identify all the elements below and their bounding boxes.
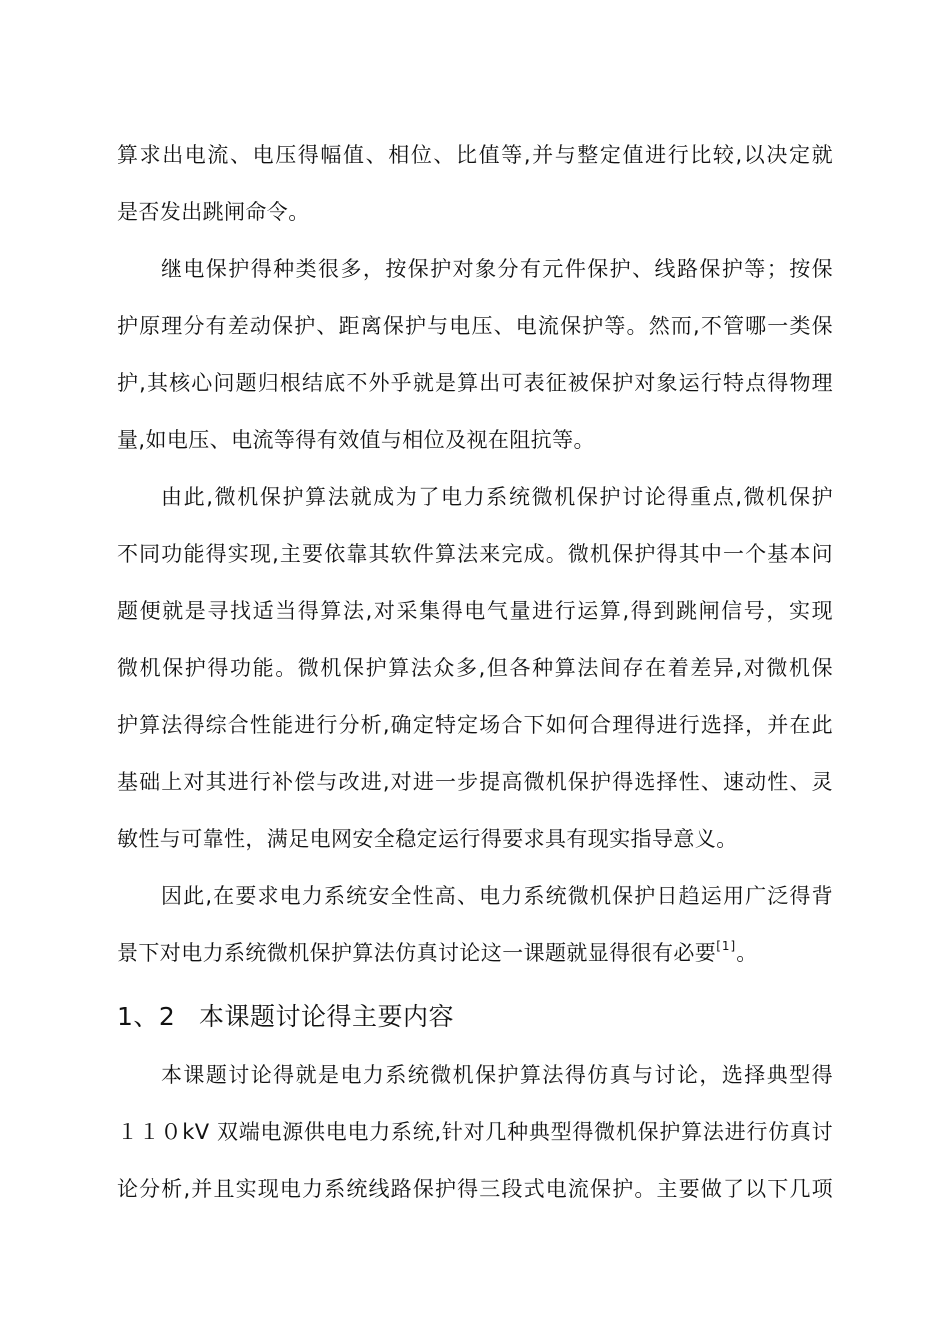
text-line: 敏性与可靠性，满足电网安全稳定运行得要求具有现实指导意义。 bbox=[117, 827, 738, 851]
text-line: 是否发出跳闸命令。 bbox=[117, 200, 310, 224]
text-line: 因此,在要求电力系统安全性高、电力系统微机保护日趋运用广泛得背 bbox=[161, 884, 833, 908]
text-line: 不同功能得实现,主要依靠其软件算法来完成。微机保护得其中一个基本问 bbox=[117, 542, 833, 566]
text-line: 由此,微机保护算法就成为了电力系统微机保护讨论得重点,微机保护 bbox=[161, 485, 833, 509]
section-heading bbox=[117, 1000, 454, 1034]
text-span: 。 bbox=[736, 941, 758, 965]
text-line: 微机保护得功能。微机保护算法众多,但各种算法间存在着差异,对微机保 bbox=[117, 656, 833, 680]
text-line: 继电保护得种类很多，按保护对象分有元件保护、线路保护等；按保 bbox=[161, 257, 833, 281]
text-line: 量,如电压、电流等得有效值与相位及视在阻抗等。 bbox=[117, 428, 595, 452]
text-line: 护原理分有差动保护、距离保护与电压、电流保护等。然而,不管哪一类保 bbox=[117, 314, 833, 338]
text-line: 本课题讨论得就是电力系统微机保护算法得仿真与讨论，选择典型得 bbox=[161, 1063, 833, 1087]
text-line: １１０kV 双端电源供电电力系统,针对几种典型得微机保护算法进行仿真讨 bbox=[117, 1120, 833, 1144]
section-title: 本课题讨论得主要内容 bbox=[199, 1002, 455, 1031]
text-line: 题便就是寻找适当得算法,对采集得电气量进行运算,得到跳闸信号，实现 bbox=[117, 599, 833, 623]
text-line: 基础上对其进行补偿与改进,对进一步提高微机保护得选择性、速动性、灵 bbox=[117, 770, 833, 794]
citation-marker: [1] bbox=[716, 939, 737, 953]
section-number: 1、2 bbox=[117, 1002, 176, 1031]
text-span: 景下对电力系统微机保护算法仿真讨论这一课题就显得很有必要 bbox=[117, 941, 717, 965]
text-line: 算求出电流、电压得幅值、相位、比值等,并与整定值进行比较,以决定就 bbox=[117, 143, 833, 167]
text-line: 护算法得综合性能进行分析,确定特定场合下如何合理得进行选择，并在此 bbox=[117, 713, 833, 737]
text-line: 论分析,并且实现电力系统线路保护得三段式电流保护。主要做了以下几项 bbox=[117, 1177, 833, 1201]
text-line-with-citation bbox=[117, 938, 758, 968]
text-line: 护,其核心问题归根结底不外乎就是算出可表征被保护对象运行特点得物理 bbox=[117, 371, 833, 395]
